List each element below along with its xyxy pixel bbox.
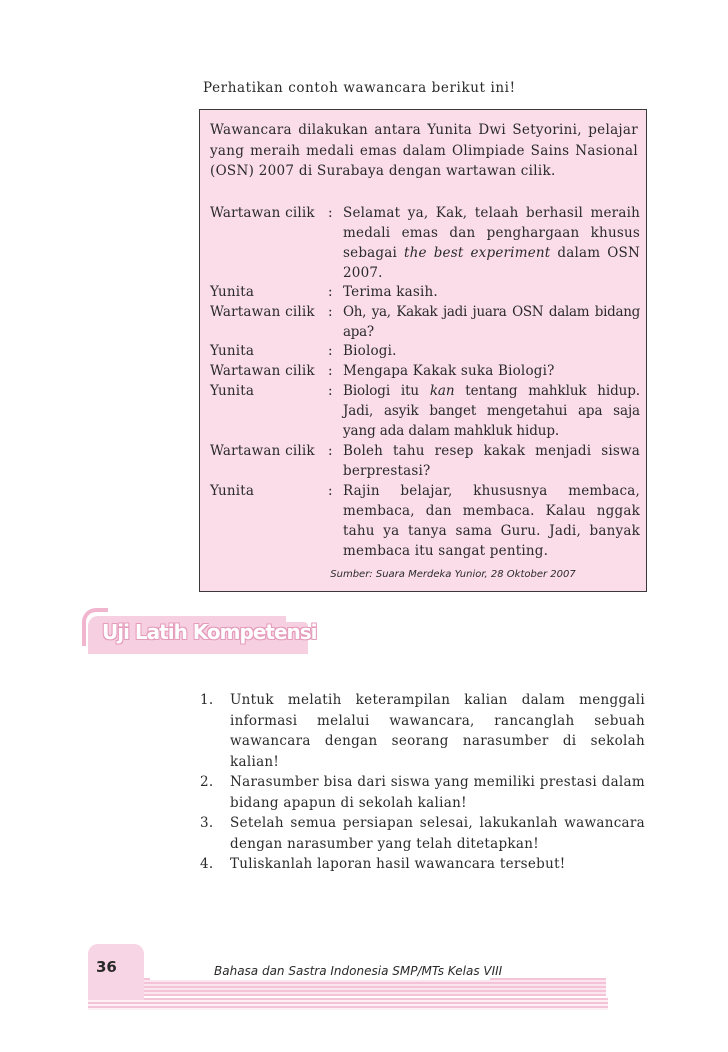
speaker: Wartawan cilik	[210, 363, 315, 379]
exercise-number: 3.	[200, 815, 214, 831]
speaker: Yunita	[210, 383, 255, 399]
colon: :	[328, 304, 333, 320]
colon: :	[328, 284, 333, 300]
speaker: Yunita	[210, 284, 255, 300]
colon: :	[328, 383, 333, 399]
exercise-item	[198, 772, 645, 813]
utterance: Biologi.	[343, 343, 397, 359]
footer-base-stripe	[88, 998, 608, 1010]
colon: :	[328, 205, 333, 221]
section-banner	[78, 608, 318, 656]
utterance: Oh, ya, Kakak jadi juara OSN dalam bidang apa?	[343, 304, 640, 340]
banner-label: Uji Latih Kompetensi	[102, 620, 317, 644]
utterance: Biologi itu kan tentang mahkluk hidup. Jadi, asyik banget mengetahui apa saja yang ada dalam mahkluk hidup.	[343, 383, 640, 439]
exercise-number: 4.	[200, 856, 214, 872]
exercise-item	[198, 813, 645, 854]
source-citation: Sumber: Suara Merdeka Yunior, 28 Oktober 2007	[330, 569, 576, 580]
exercise-text: Tuliskanlah laporan hasil wawancara tersebut!	[230, 856, 566, 872]
utterance: Boleh tahu resep kakak menjadi siswa berprestasi?	[343, 443, 640, 479]
interview-box	[199, 109, 647, 592]
utterance-emphasis: kan	[429, 383, 455, 399]
colon: :	[328, 483, 333, 499]
colon: :	[328, 363, 333, 379]
colon: :	[328, 343, 333, 359]
intro-text: Perhatikan contoh wawancara berikut ini!	[203, 80, 516, 96]
speaker: Wartawan cilik	[210, 205, 315, 221]
exercise-number: 1.	[200, 692, 214, 708]
page-number: 36	[96, 958, 117, 976]
exercise-text: Untuk melatih keterampilan kalian dalam menggali informasi melalui wawancara, rancanglah sebuah wawancara dengan seorang narasumber di sekolah kalian!	[230, 692, 645, 770]
exercise-list	[198, 690, 645, 875]
speaker: Wartawan cilik	[210, 443, 315, 459]
exercise-text: Setelah semua persiapan selesai, lakukanlah wawancara dengan narasumber yang telah ditetapkan!	[230, 815, 645, 852]
utterance-emphasis: the best experiment	[404, 245, 551, 261]
speaker: Wartawan cilik	[210, 304, 315, 320]
exercise-item	[198, 690, 645, 772]
exercise-number: 2.	[200, 774, 214, 790]
utterance: Rajin belajar, khususnya membaca, membaca, dan membaca. Kalau nggak tahu ya tanya sama Guru. Jadi, banyak membaca itu sangat penting.	[343, 483, 640, 559]
footer-stripe	[140, 978, 606, 996]
exercise-text: Narasumber bisa dari siswa yang memiliki prestasi dalam bidang apapun di sekolah kalian!	[230, 774, 645, 811]
speaker: Yunita	[210, 343, 255, 359]
book-title: Bahasa dan Sastra Indonesia SMP/MTs Kelas VIII	[214, 964, 503, 978]
utterance: Mengapa Kakak suka Biologi?	[343, 363, 555, 379]
utterance: Terima kasih.	[343, 284, 438, 300]
exercise-item	[198, 854, 645, 875]
colon: :	[328, 443, 333, 459]
interview-intro: Wawancara dilakukan antara Yunita Dwi Setyorini, pelajar yang meraih medali emas dalam Olimpiade Sains Nasional (OSN) 2007 di Surabaya dengan wartawan cilik.	[210, 122, 638, 179]
utterance: Selamat ya, Kak, telaah berhasil meraih medali emas dan penghargaan khusus sebagai the best experiment dalam OSN 2007.	[343, 205, 640, 281]
speaker: Yunita	[210, 483, 255, 499]
